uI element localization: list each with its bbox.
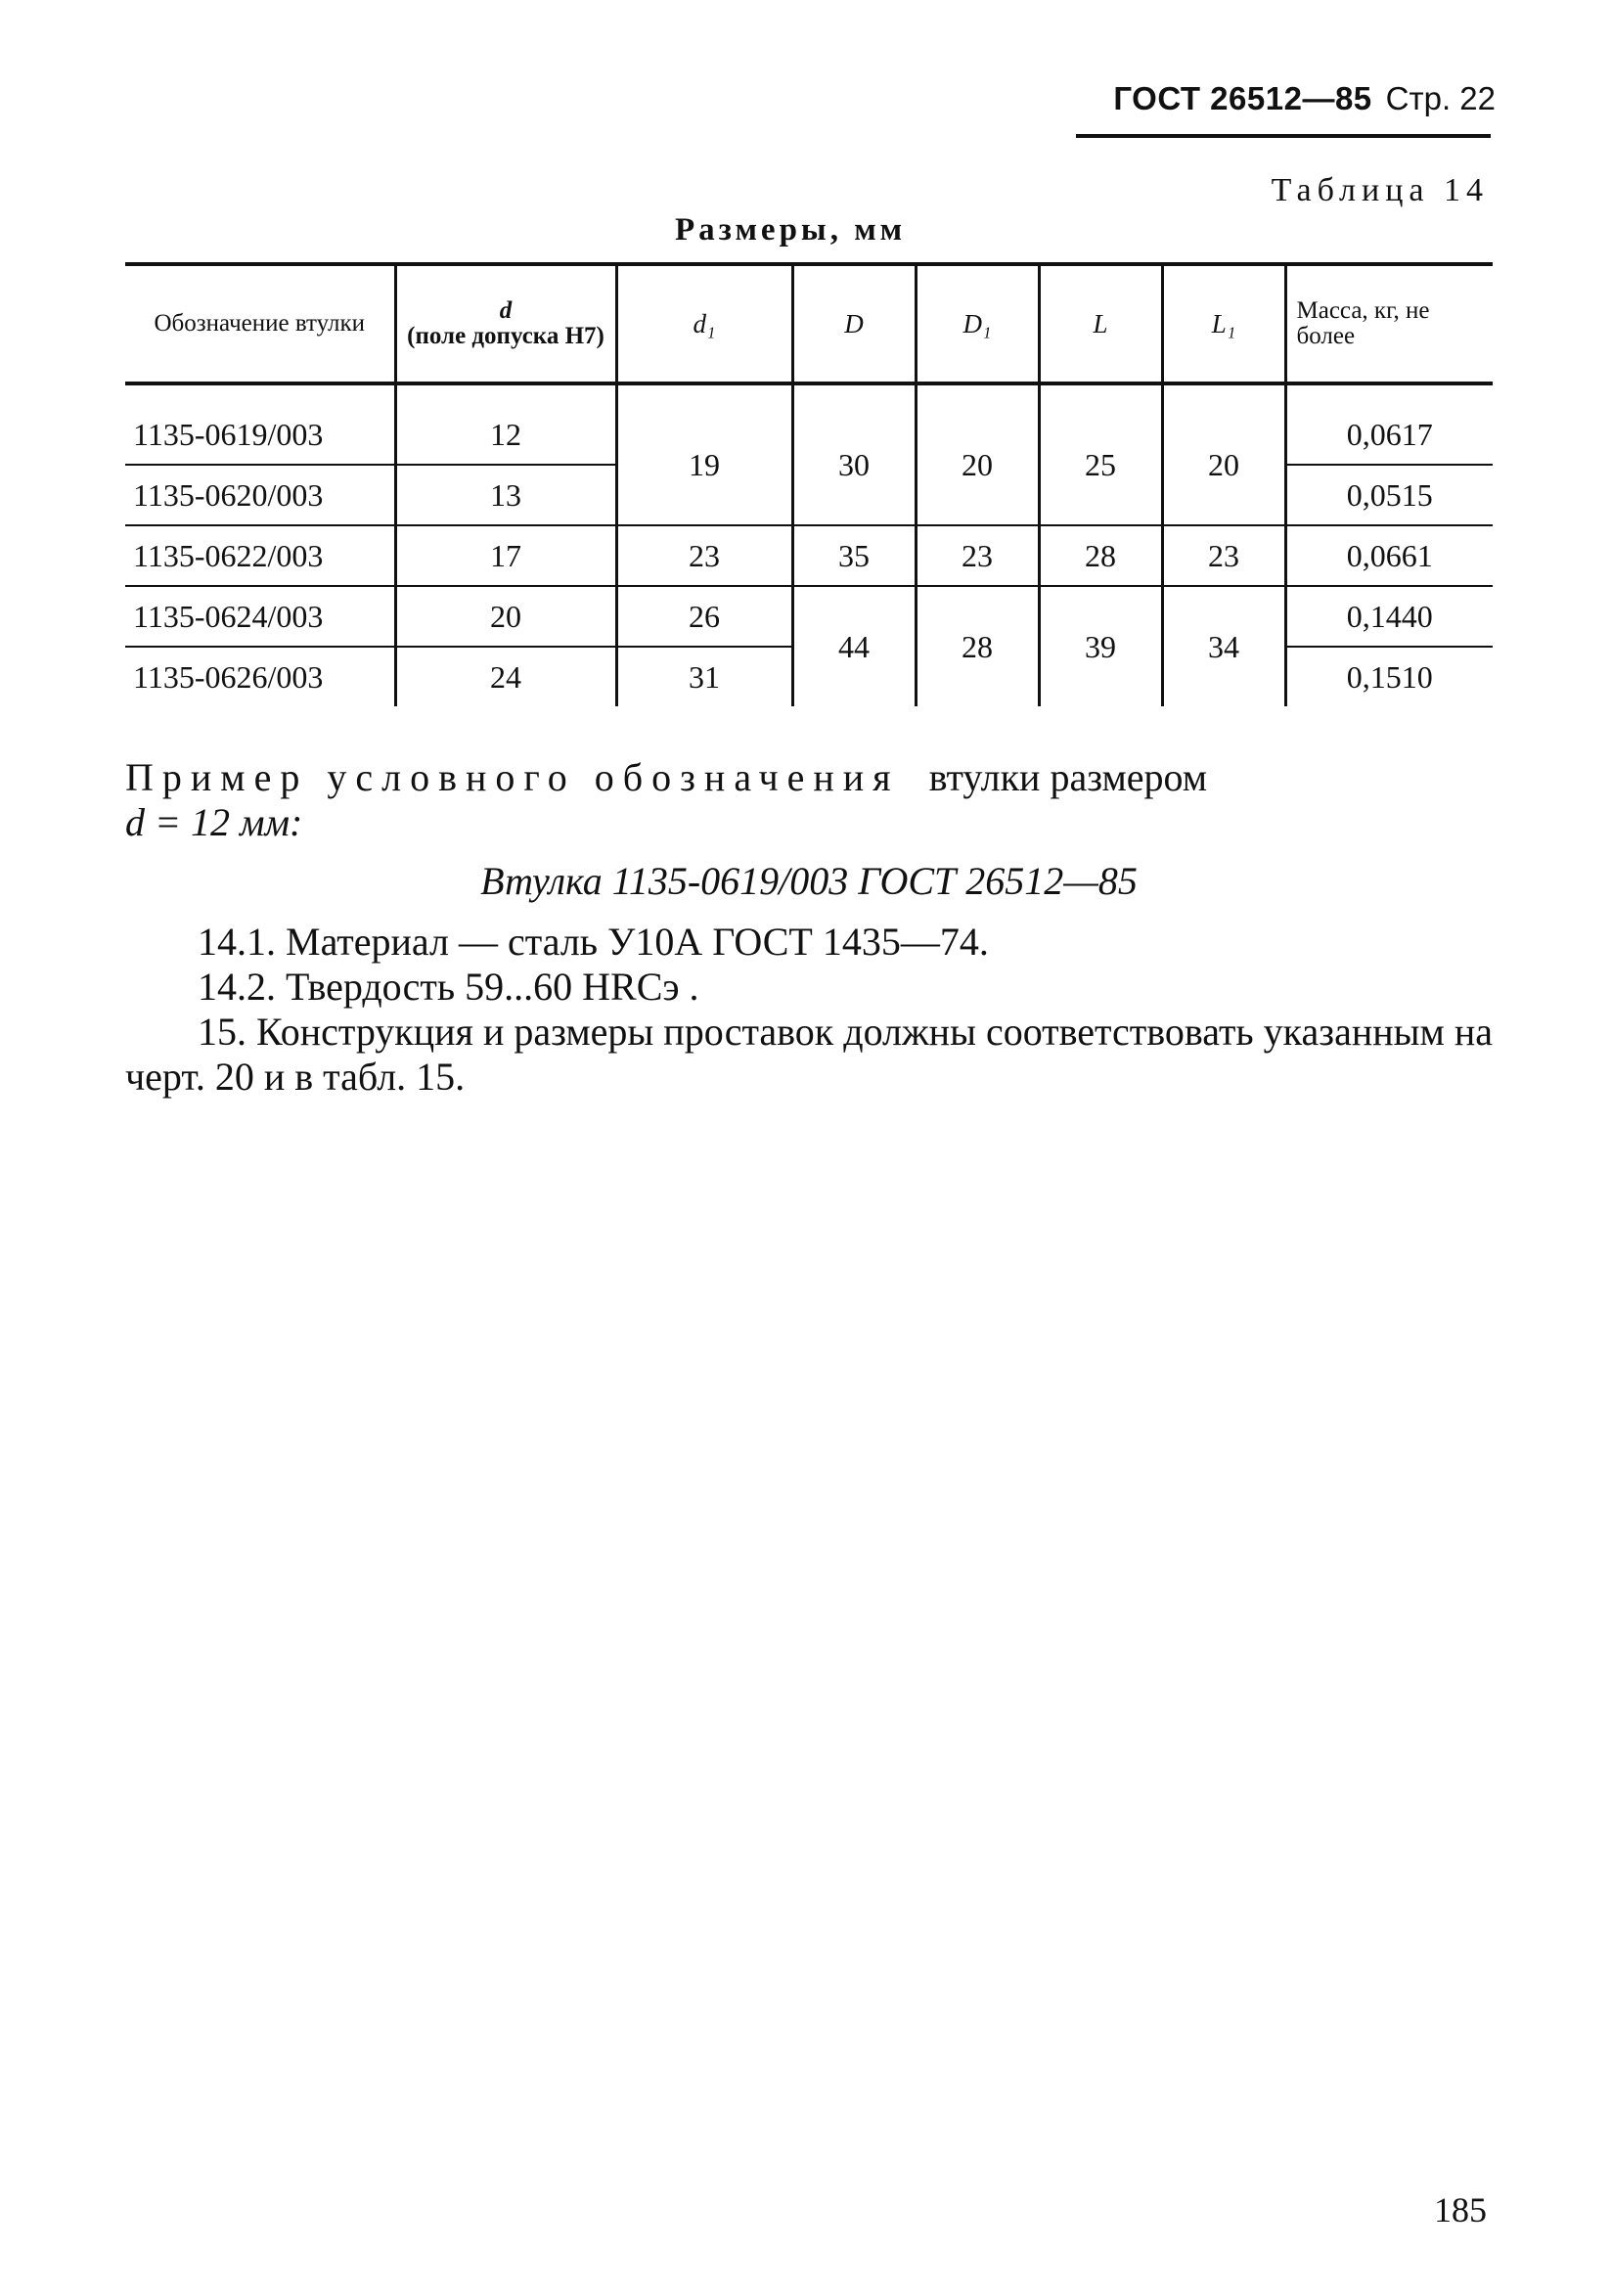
col-d <box>395 264 616 383</box>
col-designation: Обозначение втулки <box>125 264 395 383</box>
col-D1: D₁ <box>916 264 1039 383</box>
cell-d: 17 <box>395 525 616 586</box>
example-condition: d = 12 мм: <box>125 800 303 844</box>
cell-D: 44 <box>792 586 916 706</box>
construction-paragraph: 15. Конструкция и размеры проставок должны соответствовать указанным на черт. 20 и в табл. 15. <box>125 1010 1493 1099</box>
cell-D1: 20 <box>916 383 1039 525</box>
table-row <box>125 586 1493 647</box>
col-mass: Масса, кг, не более <box>1285 264 1493 383</box>
cell-d: 20 <box>395 586 616 647</box>
cell-code: 1135-0622/003 <box>125 525 395 586</box>
col-d1: d₁ <box>616 264 792 383</box>
cell-d1: 26 <box>616 586 792 647</box>
cell-code: 1135-0626/003 <box>133 658 324 695</box>
table-subtitle: Размеры, мм <box>675 212 907 248</box>
cell-D: 35 <box>792 525 916 586</box>
page-number: 185 <box>1434 2190 1487 2229</box>
col-d-note: (поле допуска Н7) <box>407 323 604 349</box>
cell-code: 1135-0619/003 <box>125 383 395 465</box>
cell-mass: 0,0661 <box>1285 525 1493 586</box>
header-rule <box>1076 134 1491 138</box>
cell-D: 30 <box>792 383 916 525</box>
cell-code: 1135-0620/003 <box>125 465 395 525</box>
table-label: Таблица 14 <box>1271 172 1489 208</box>
col-d-symbol: d <box>499 296 513 324</box>
page-reference: Стр. 22 <box>1385 80 1496 116</box>
cell-D1: 23 <box>916 525 1039 586</box>
cell-mass: 0,0515 <box>1285 465 1493 525</box>
table-header-row <box>125 264 1493 383</box>
example-lead: Пример условного обозначения <box>125 755 900 799</box>
cell-L: 25 <box>1039 383 1162 525</box>
material-line: 14.1. Материал — сталь У10А ГОСТ 1435—74. <box>198 920 989 964</box>
cell-L: 28 <box>1039 525 1162 586</box>
table-row <box>125 525 1493 586</box>
col-D: D <box>792 264 916 383</box>
cell-d: 13 <box>395 465 616 525</box>
cell-d1: 23 <box>616 525 792 586</box>
dimensions-table <box>125 262 1493 706</box>
example-paragraph <box>125 755 1493 845</box>
col-L: L <box>1039 264 1162 383</box>
cell-d: 12 <box>395 383 616 465</box>
cell-L1: 34 <box>1162 586 1285 706</box>
cell-D1: 28 <box>916 586 1039 706</box>
hardness-line: 14.2. Твердость 59...60 HRCэ . <box>198 965 699 1009</box>
cell-L: 39 <box>1039 586 1162 706</box>
cell-L1: 20 <box>1162 383 1285 525</box>
cell-d: 24 <box>395 647 616 706</box>
standard-number: ГОСТ 26512—85 <box>1113 80 1372 116</box>
designation-example: Втулка 1135-0619/003 ГОСТ 26512—85 <box>480 859 1138 903</box>
cell-d1: 19 <box>616 383 792 525</box>
cell-mass: 0,1510 <box>1285 647 1493 706</box>
col-L1: L₁ <box>1162 264 1285 383</box>
cell-d1: 31 <box>616 647 792 706</box>
example-rest: втулки размером <box>928 755 1208 799</box>
cell-mass: 0,1440 <box>1285 586 1493 647</box>
table-row <box>125 383 1493 465</box>
page-header <box>1113 80 1496 118</box>
cell-L1: 23 <box>1162 525 1285 586</box>
cell-code: 1135-0624/003 <box>125 586 395 647</box>
cell-mass: 0,0617 <box>1285 383 1493 465</box>
